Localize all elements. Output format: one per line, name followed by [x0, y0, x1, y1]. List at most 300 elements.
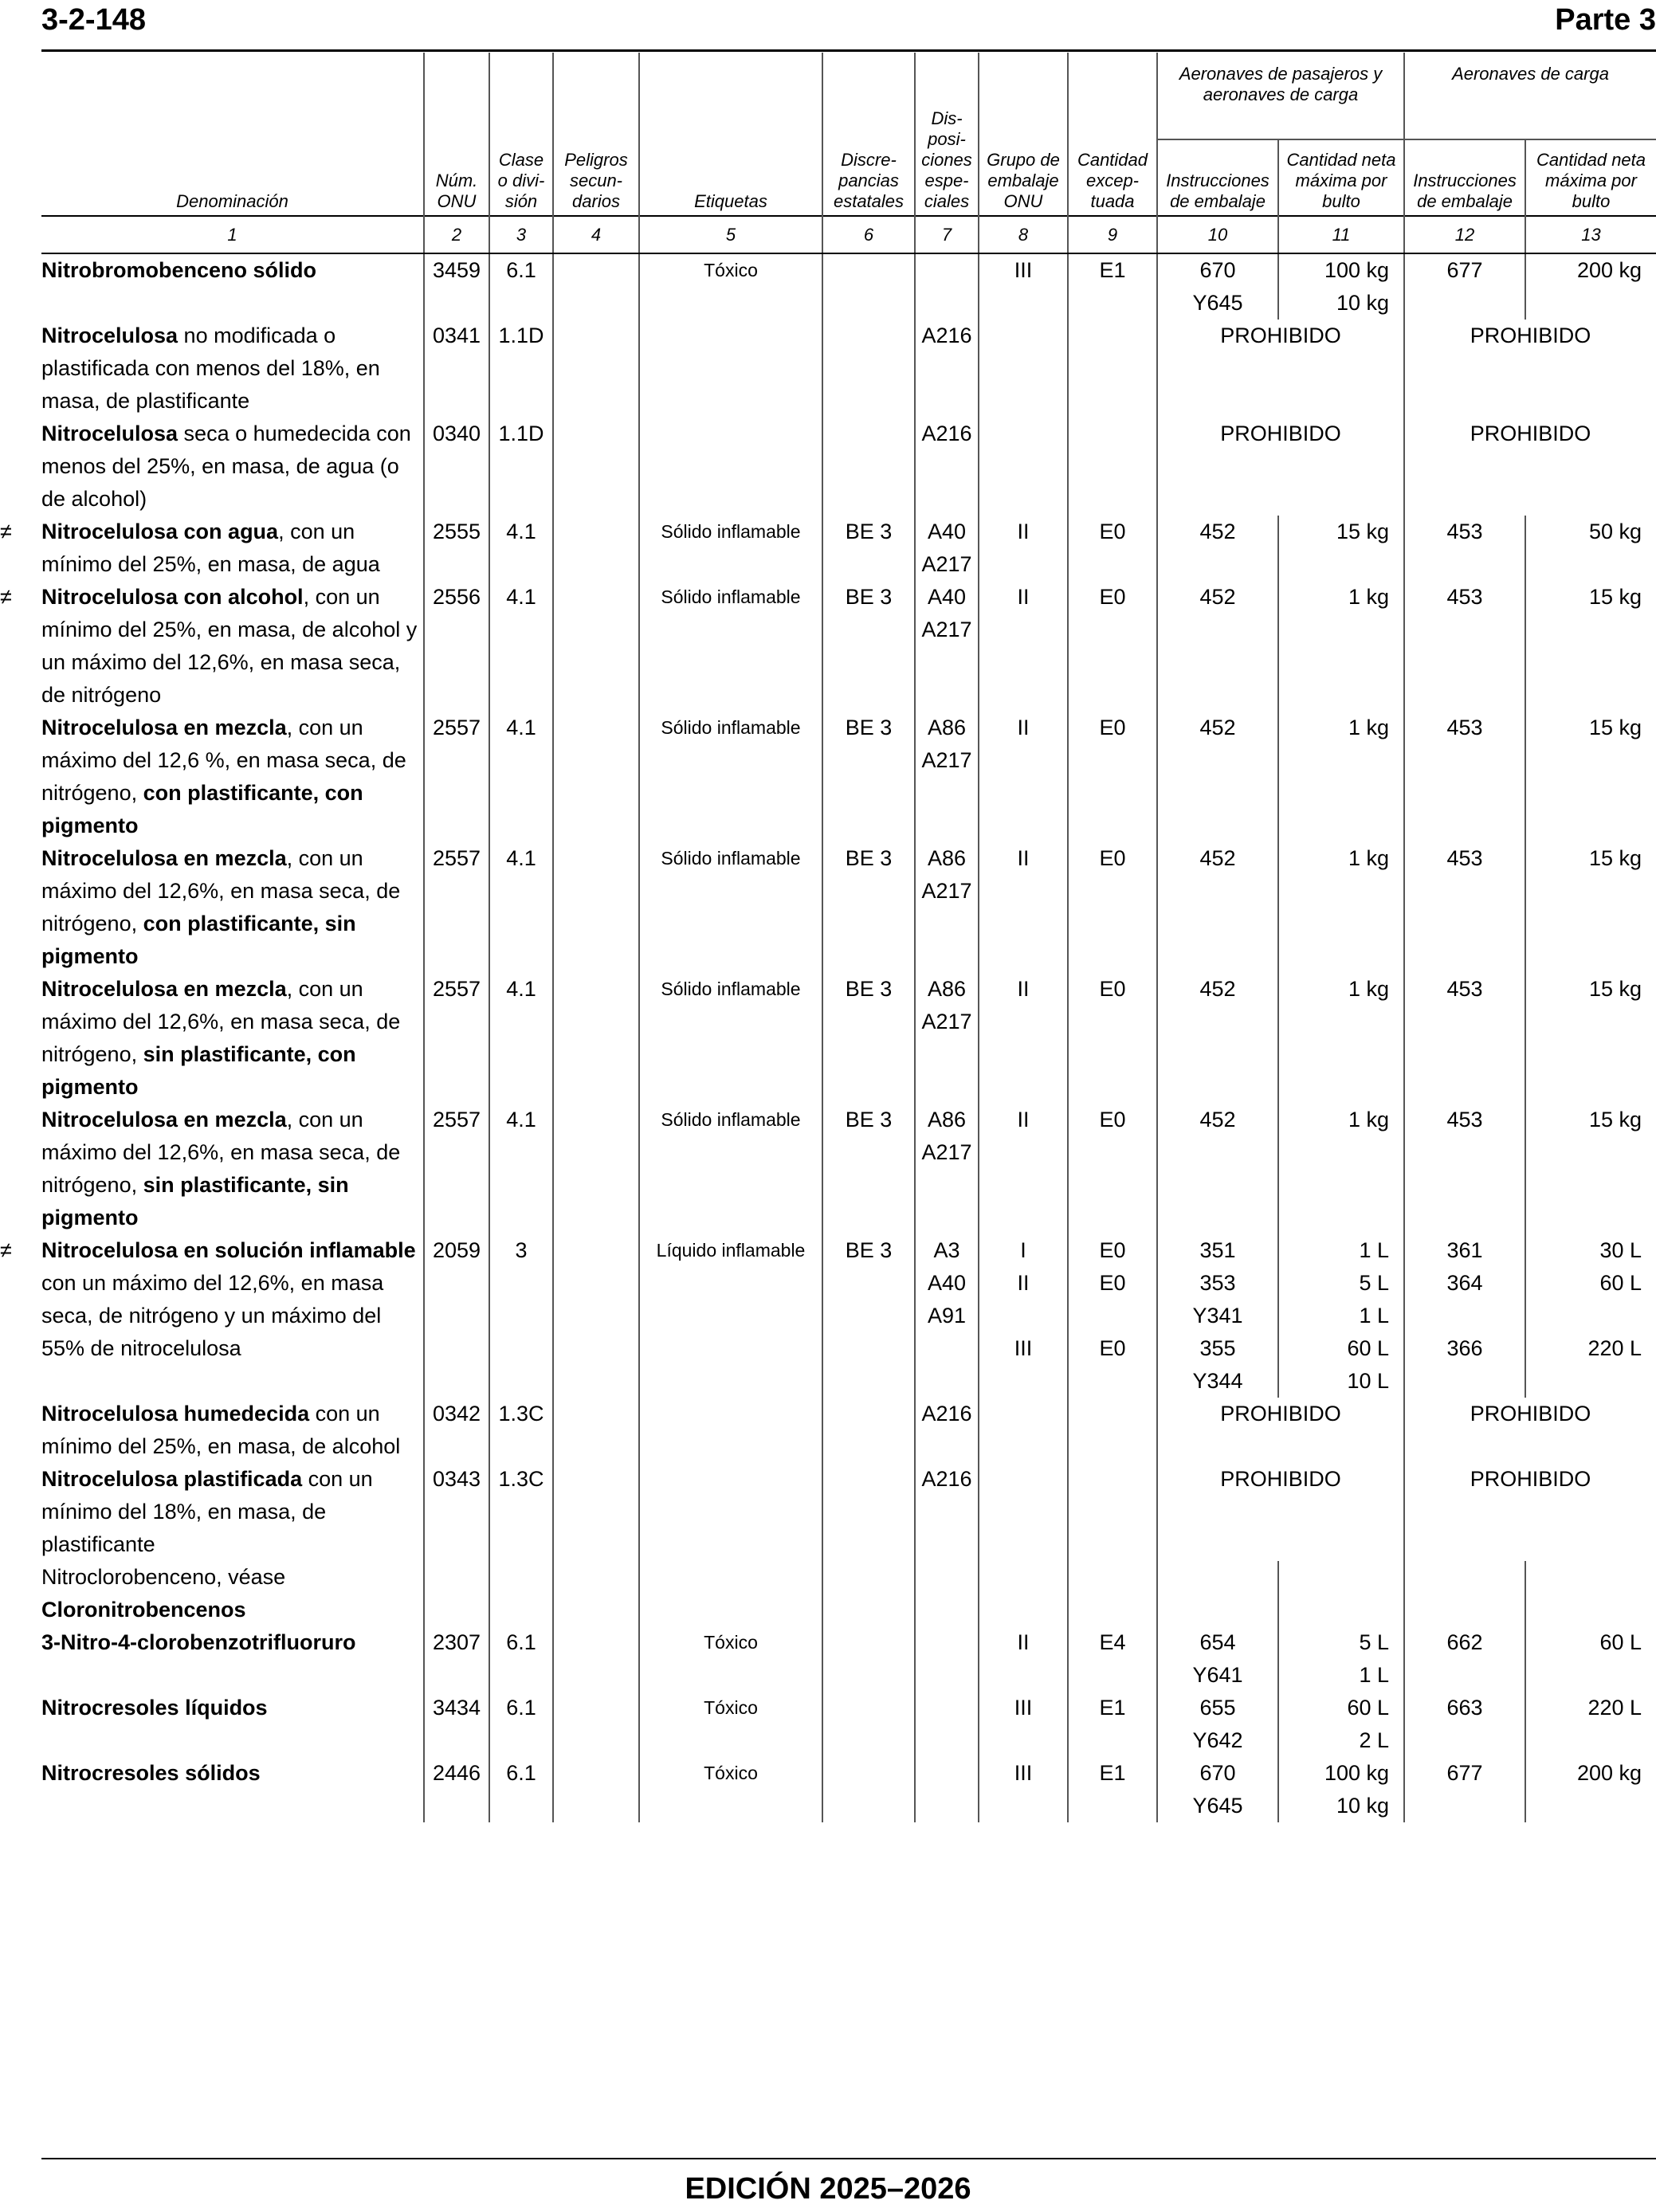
secondary-hazard-cell — [553, 418, 639, 516]
state-variation-cell — [822, 1398, 915, 1463]
prohibited-cargo-cell: PROHIBIDO — [1404, 1463, 1656, 1561]
cargo-quantity: 200 kg — [1576, 258, 1642, 282]
un-number-cell: 2446 — [424, 1757, 489, 1822]
class-cell: 1.1D — [489, 320, 553, 418]
packing-group-cell — [979, 1463, 1068, 1561]
table-row — [41, 253, 1656, 320]
cargo-instruction-cell — [1404, 842, 1525, 973]
passenger-quantity: 1 kg — [1348, 846, 1390, 870]
denominacion-text: Nitrocresoles sólidos — [41, 1761, 261, 1785]
class-cell: 6.1 — [489, 1626, 553, 1692]
cargo-instruction-cell — [1404, 1626, 1525, 1692]
cargo-quantity: 50 kg — [1588, 520, 1642, 543]
passenger-quantity: 60 L — [1347, 1696, 1390, 1720]
label-cell: Tóxico — [639, 1757, 822, 1822]
excepted-quantity-cell — [1068, 973, 1157, 1104]
cargo-quantity: 15 kg — [1588, 977, 1642, 1001]
excepted-quantity: E0 — [1099, 1336, 1126, 1360]
special-provision: A216 — [921, 1467, 972, 1491]
class-cell: 4.1 — [489, 1104, 553, 1234]
state-variation-cell — [822, 320, 915, 418]
secondary-hazard-cell — [553, 973, 639, 1104]
excepted-quantity-cell — [1068, 320, 1157, 418]
cargo-quantity-cell — [1525, 1757, 1656, 1822]
prohibited-cargo-cell: PROHIBIDO — [1404, 418, 1656, 516]
denominacion-text: Nitrocelulosa en mezcla — [41, 716, 287, 739]
packing-group: III — [1014, 258, 1033, 282]
packing-group: II — [1017, 716, 1030, 739]
cargo-quantity: 15 kg — [1588, 585, 1642, 609]
cargo-instruction-cell — [1404, 516, 1525, 581]
packing-group: II — [1017, 846, 1030, 870]
prohibited-cargo-cell: PROHIBIDO — [1404, 320, 1656, 418]
cargo-quantity-cell — [1525, 1234, 1656, 1398]
special-provision: A86 — [927, 716, 967, 739]
packing-group-cell — [979, 418, 1068, 516]
special-provision: A216 — [921, 422, 972, 445]
denominacion-cell — [41, 1757, 424, 1822]
column-number: 10 — [1157, 216, 1278, 253]
secondary-hazard-cell — [553, 1463, 639, 1561]
excepted-quantity: E0 — [1099, 1108, 1126, 1131]
passenger-instruction-cell — [1157, 516, 1278, 581]
cargo-quantity-cell — [1525, 1561, 1656, 1626]
denominacion-text: Nitrocelulosa en solución inflamable — [41, 1238, 416, 1262]
secondary-hazard-cell — [553, 581, 639, 712]
denominacion-text: con un mínimo del 25%, en masa, de alcohol — [41, 1402, 401, 1458]
secondary-hazard-cell — [553, 1561, 639, 1626]
un-number-cell: 0342 — [424, 1398, 489, 1463]
cargo-quantity — [1528, 1300, 1642, 1332]
cargo-instruction-cell — [1404, 1104, 1525, 1234]
cargo-quantity: 60 L — [1599, 1271, 1642, 1295]
un-number-cell: 2555 — [424, 516, 489, 581]
cargo-instruction: 453 — [1446, 585, 1483, 609]
denominacion-text: con un máximo del 12,6%, en masa seca, de nitrógeno y un máximo del 55% de nitrocelulosa — [41, 1271, 384, 1360]
column-number: 12 — [1404, 216, 1525, 253]
state-variation-cell — [822, 1561, 915, 1626]
passenger-instruction-cell — [1157, 253, 1278, 320]
table-row — [41, 842, 1656, 973]
class-cell: 4.1 — [489, 581, 553, 712]
passenger-quantity: 1 L — [1359, 1663, 1390, 1687]
header-num-onu: Núm. ONU — [424, 53, 489, 216]
passenger-quantity: 1 kg — [1348, 1108, 1390, 1131]
header-instr-pasajeros: Instrucciones de embalaje — [1157, 139, 1278, 216]
excepted-quantity-cell — [1068, 1104, 1157, 1234]
special-provisions-cell — [915, 320, 979, 418]
packing-group: III — [1014, 1336, 1033, 1360]
header-rule — [41, 49, 1656, 52]
passenger-instruction: 452 — [1199, 585, 1236, 609]
column-number: 6 — [822, 216, 915, 253]
passenger-instruction-cell — [1157, 1626, 1278, 1692]
cargo-quantity-cell — [1525, 253, 1656, 320]
label-cell: Sólido inflamable — [639, 712, 822, 842]
secondary-hazard-cell — [553, 516, 639, 581]
passenger-instruction: 654 — [1199, 1630, 1236, 1654]
denominacion-cell — [41, 1692, 424, 1757]
cargo-quantity-cell — [1525, 1692, 1656, 1757]
denominacion-text: con plastificante, con pigmento — [41, 781, 363, 837]
state-variation-cell — [822, 1692, 915, 1757]
excepted-quantity-cell — [1068, 253, 1157, 320]
excepted-quantity-cell — [1068, 1463, 1157, 1561]
special-provisions-cell — [915, 842, 979, 973]
special-provision: A217 — [921, 1010, 972, 1033]
special-provisions-cell — [915, 253, 979, 320]
cargo-instruction: 677 — [1446, 1761, 1483, 1785]
excepted-quantity: E4 — [1099, 1630, 1126, 1654]
denominacion-text: , con un mínimo del 25%, en masa, de agua — [41, 520, 380, 576]
denominacion-text: no modificada o plastificada con menos del 18%, en masa, de plastificante — [41, 324, 380, 413]
packing-group — [981, 1300, 1065, 1332]
passenger-quantity: 1 kg — [1348, 977, 1390, 1001]
label-cell: Tóxico — [639, 253, 822, 320]
label-cell — [639, 1463, 822, 1561]
cargo-quantity: 220 L — [1587, 1336, 1642, 1360]
excepted-quantity: E0 — [1099, 1271, 1126, 1295]
denominacion-cell — [41, 1561, 424, 1626]
passenger-instruction: 452 — [1199, 716, 1236, 739]
passenger-quantity: 5 L — [1359, 1630, 1390, 1654]
class-cell: 6.1 — [489, 1757, 553, 1822]
table-row — [41, 1463, 1656, 1561]
table-row — [41, 320, 1656, 418]
special-provision: A216 — [921, 1402, 972, 1426]
prohibited-passenger-cell: PROHIBIDO — [1157, 1398, 1404, 1463]
passenger-quantity-cell — [1278, 1692, 1404, 1757]
denominacion-text: con plastificante, sin pigmento — [41, 912, 356, 968]
secondary-hazard-cell — [553, 1692, 639, 1757]
special-provisions-cell — [915, 712, 979, 842]
packing-group-cell — [979, 842, 1068, 973]
packing-group: II — [1017, 1271, 1030, 1295]
class-cell: 3 — [489, 1234, 553, 1398]
prohibited-cargo-cell: PROHIBIDO — [1404, 1398, 1656, 1463]
passenger-instruction-cell — [1157, 1561, 1278, 1626]
secondary-hazard-cell — [553, 842, 639, 973]
denominacion-cell — [41, 320, 424, 418]
denominacion-text: Nitrocelulosa en mezcla — [41, 977, 287, 1001]
special-provision: A217 — [921, 879, 972, 903]
passenger-instruction-cell — [1157, 1757, 1278, 1822]
packing-group-cell — [979, 1692, 1068, 1757]
denominacion-text: , con un mínimo del 25%, en masa, de alcohol y un máximo del 12,6%, en masa seca, de nitrógeno — [41, 585, 418, 707]
passenger-quantity-cell — [1278, 1757, 1404, 1822]
class-cell — [489, 1561, 553, 1626]
passenger-quantity-cell — [1278, 1104, 1404, 1234]
cargo-quantity-cell — [1525, 973, 1656, 1104]
passenger-instruction: 452 — [1199, 1108, 1236, 1131]
special-provision: A40 — [927, 520, 967, 543]
denominacion-cell — [41, 418, 424, 516]
passenger-instruction: Y642 — [1192, 1728, 1243, 1752]
passenger-quantity: 100 kg — [1324, 1761, 1390, 1785]
un-number-cell: 0341 — [424, 320, 489, 418]
excepted-quantity-cell — [1068, 842, 1157, 973]
table-row — [41, 973, 1656, 1104]
packing-group: II — [1017, 520, 1030, 543]
label-cell: Sólido inflamable — [639, 842, 822, 973]
excepted-quantity: E1 — [1099, 1761, 1126, 1785]
header-clase: Clase o divi- sión — [489, 53, 553, 216]
denominacion-text: sin plastificante, sin pigmento — [41, 1173, 349, 1230]
denominacion-text: , con un máximo del 12,6%, en masa seca, de nitrógeno, — [41, 846, 401, 935]
passenger-instruction: Y645 — [1192, 1794, 1243, 1818]
un-number-cell: 3459 — [424, 253, 489, 320]
denominacion-cell — [0, 516, 424, 581]
denominacion-cell — [41, 1104, 424, 1234]
label-cell: Sólido inflamable — [639, 581, 822, 712]
header-disposiciones: Dis- posi- ciones espe- ciales — [915, 53, 979, 216]
cargo-instruction-cell — [1404, 973, 1525, 1104]
header-grupo-embalaje: Grupo de embalaje ONU — [979, 53, 1068, 216]
passenger-quantity: 1 kg — [1348, 585, 1390, 609]
excepted-quantity-cell — [1068, 1398, 1157, 1463]
table-row — [41, 712, 1656, 842]
state-variation-cell — [822, 418, 915, 516]
cargo-quantity-cell — [1525, 516, 1656, 581]
packing-group-cell — [979, 516, 1068, 581]
secondary-hazard-cell — [553, 1104, 639, 1234]
packing-group-cell — [979, 1398, 1068, 1463]
cargo-instruction-cell — [1404, 253, 1525, 320]
passenger-quantity: 10 kg — [1336, 1794, 1390, 1818]
special-provision: A40 — [927, 1271, 967, 1295]
packing-group-cell — [979, 973, 1068, 1104]
cargo-instruction: 453 — [1446, 977, 1483, 1001]
un-number-cell: 2557 — [424, 842, 489, 973]
packing-group-cell — [979, 253, 1068, 320]
table-row — [41, 1398, 1656, 1463]
not-equal-mark: ≠ — [0, 520, 12, 543]
special-provisions-cell — [915, 1561, 979, 1626]
passenger-quantity: 60 L — [1347, 1336, 1390, 1360]
passenger-instruction: 452 — [1199, 520, 1236, 543]
header-peligros-secundarios: Peligros secun- darios — [553, 53, 639, 216]
passenger-instruction-cell — [1157, 1234, 1278, 1398]
special-provisions-cell — [915, 973, 979, 1104]
cargo-quantity: 15 kg — [1588, 1108, 1642, 1131]
special-provision: A217 — [921, 1140, 972, 1164]
secondary-hazard-cell — [553, 1398, 639, 1463]
excepted-quantity: E0 — [1099, 716, 1126, 739]
header-denominacion: Denominación — [176, 191, 288, 211]
special-provisions-cell — [915, 516, 979, 581]
packing-group-cell — [979, 581, 1068, 712]
excepted-quantity: E0 — [1099, 977, 1126, 1001]
cargo-instruction: 364 — [1446, 1271, 1483, 1295]
passenger-instruction: 355 — [1199, 1336, 1236, 1360]
passenger-instruction: 351 — [1199, 1238, 1236, 1262]
packing-group: III — [1014, 1696, 1033, 1720]
special-provisions-cell — [915, 1463, 979, 1561]
dangerous-goods-table — [0, 53, 1656, 1822]
cargo-quantity-cell — [1525, 581, 1656, 712]
label-cell: Tóxico — [639, 1692, 822, 1757]
column-number: 1 — [41, 216, 424, 253]
packing-group-cell — [979, 1234, 1068, 1398]
bottom-rule — [41, 2158, 1656, 2159]
label-cell — [639, 418, 822, 516]
table-row — [41, 418, 1656, 516]
denominacion-cell — [41, 973, 424, 1104]
table-row — [41, 1234, 1656, 1398]
passenger-quantity: 5 L — [1359, 1271, 1390, 1295]
passenger-instruction-cell — [1157, 973, 1278, 1104]
packing-group: II — [1017, 585, 1030, 609]
denominacion-text: Nitrocelulosa en mezcla — [41, 846, 287, 870]
passenger-instruction: 670 — [1199, 1761, 1236, 1785]
cargo-instruction: 677 — [1446, 258, 1483, 282]
denominacion-cell — [41, 842, 424, 973]
prohibited-passenger-cell: PROHIBIDO — [1157, 1463, 1404, 1561]
excepted-quantity-cell — [1068, 418, 1157, 516]
denominacion-text: Nitrocelulosa — [41, 422, 179, 445]
special-provision — [917, 287, 976, 320]
label-cell — [639, 320, 822, 418]
special-provision: A40 — [927, 585, 967, 609]
table-row — [41, 581, 1656, 712]
cargo-quantity: 15 kg — [1588, 846, 1642, 870]
secondary-hazard-cell — [553, 253, 639, 320]
state-variation-cell: BE 3 — [822, 1104, 915, 1234]
packing-group: II — [1017, 977, 1030, 1001]
cargo-instruction — [1407, 1300, 1523, 1332]
passenger-quantity-cell — [1278, 253, 1404, 320]
passenger-quantity: 1 kg — [1348, 716, 1390, 739]
prohibited-passenger-cell: PROHIBIDO — [1157, 418, 1404, 516]
secondary-hazard-cell — [553, 1626, 639, 1692]
column-number: 8 — [979, 216, 1068, 253]
excepted-quantity: E1 — [1099, 1696, 1126, 1720]
label-cell: Líquido inflamable — [639, 1234, 822, 1398]
passenger-quantity-cell — [1278, 1234, 1404, 1398]
denominacion-cell — [41, 1626, 424, 1692]
not-equal-mark: ≠ — [0, 585, 12, 609]
denominacion-text: 3-Nitro-4-clorobenzotrifluoruro — [41, 1630, 356, 1654]
special-provision: A86 — [927, 977, 967, 1001]
table-row — [41, 1626, 1656, 1692]
denominacion-text: Nitrocelulosa humedecida — [41, 1402, 310, 1426]
packing-group-cell — [979, 1626, 1068, 1692]
cargo-instruction-cell — [1404, 1692, 1525, 1757]
secondary-hazard-cell — [553, 1757, 639, 1822]
cargo-instruction: 663 — [1446, 1696, 1483, 1720]
state-variation-cell: BE 3 — [822, 581, 915, 712]
excepted-quantity-cell — [1068, 1757, 1157, 1822]
label-cell — [639, 1561, 822, 1626]
passenger-quantity: 100 kg — [1324, 258, 1390, 282]
excepted-quantity: E1 — [1099, 258, 1126, 282]
passenger-instruction-cell — [1157, 712, 1278, 842]
passenger-instruction: Y641 — [1192, 1663, 1243, 1687]
column-number: 5 — [639, 216, 822, 253]
denominacion-text: Nitroclorobenceno, véase — [41, 1565, 286, 1589]
cargo-quantity-cell — [1525, 842, 1656, 973]
packing-group: II — [1017, 1108, 1030, 1131]
label-cell — [639, 1398, 822, 1463]
packing-group-cell — [979, 1561, 1068, 1626]
passenger-instruction: 670 — [1199, 258, 1236, 282]
class-cell: 4.1 — [489, 712, 553, 842]
passenger-instruction: 452 — [1199, 846, 1236, 870]
column-number: 7 — [915, 216, 979, 253]
column-number: 13 — [1525, 216, 1656, 253]
special-provision: A86 — [927, 1108, 967, 1131]
table-row — [41, 1692, 1656, 1757]
un-number-cell — [424, 1561, 489, 1626]
state-variation-cell — [822, 1626, 915, 1692]
edition-footer: EDICIÓN 2025–2026 — [685, 2172, 971, 2206]
cargo-quantity-cell — [1525, 712, 1656, 842]
passenger-quantity-cell — [1278, 516, 1404, 581]
passenger-instruction-cell — [1157, 842, 1278, 973]
denominacion-cell — [41, 1398, 424, 1463]
special-provision: A217 — [921, 618, 972, 641]
label-cell: Sólido inflamable — [639, 973, 822, 1104]
denominacion-cell — [41, 1463, 424, 1561]
column-number: 2 — [424, 216, 489, 253]
excepted-quantity-cell — [1068, 1626, 1157, 1692]
class-cell: 1.3C — [489, 1463, 553, 1561]
cargo-instruction: 453 — [1446, 846, 1483, 870]
class-cell: 1.1D — [489, 418, 553, 516]
un-number-cell: 2307 — [424, 1626, 489, 1692]
cargo-quantity: 30 L — [1599, 1238, 1642, 1262]
special-provisions-cell — [915, 1757, 979, 1822]
state-variation-cell: BE 3 — [822, 516, 915, 581]
column-number: 11 — [1278, 216, 1404, 253]
special-provision: A91 — [927, 1304, 967, 1328]
passenger-quantity-cell — [1278, 842, 1404, 973]
state-variation-cell — [822, 1463, 915, 1561]
cargo-instruction: 453 — [1446, 520, 1483, 543]
passenger-instruction-cell — [1157, 1104, 1278, 1234]
denominacion-cell — [0, 581, 424, 712]
un-number-cell: 2557 — [424, 1104, 489, 1234]
passenger-instruction: Y645 — [1192, 291, 1243, 315]
passenger-quantity-cell — [1278, 1626, 1404, 1692]
un-number-cell: 2557 — [424, 712, 489, 842]
cargo-instruction: 361 — [1446, 1238, 1483, 1262]
cargo-quantity-cell — [1525, 1626, 1656, 1692]
passenger-instruction: 353 — [1199, 1271, 1236, 1295]
table-row — [41, 1104, 1656, 1234]
excepted-quantity — [1070, 1300, 1155, 1332]
table-row — [41, 516, 1656, 581]
denominacion-text: con un mínimo del 18%, en masa, de plastificante — [41, 1467, 373, 1556]
header-group-passenger: Aeronaves de pasajeros y aeronaves de carga — [1157, 53, 1404, 139]
state-variation-cell — [822, 1757, 915, 1822]
excepted-quantity-cell — [1068, 516, 1157, 581]
page-part: Parte 3 — [1555, 3, 1656, 37]
table-row — [41, 1561, 1656, 1626]
special-provisions-cell — [915, 1692, 979, 1757]
passenger-quantity-cell — [1278, 973, 1404, 1104]
state-variation-cell: BE 3 — [822, 842, 915, 973]
denominacion-text: , con un máximo del 12,6%, en masa seca, de nitrógeno, — [41, 977, 401, 1066]
passenger-quantity: 1 L — [1359, 1238, 1390, 1262]
special-provisions-cell — [915, 1104, 979, 1234]
passenger-instruction: 655 — [1199, 1696, 1236, 1720]
special-provision — [917, 254, 976, 287]
cargo-quantity-cell — [1525, 1104, 1656, 1234]
un-number-cell: 2059 — [424, 1234, 489, 1398]
denominacion-text: , con un máximo del 12,6%, en masa seca, de nitrógeno, — [41, 1108, 401, 1197]
denominacion-text: Nitrocelulosa con agua — [41, 520, 279, 543]
